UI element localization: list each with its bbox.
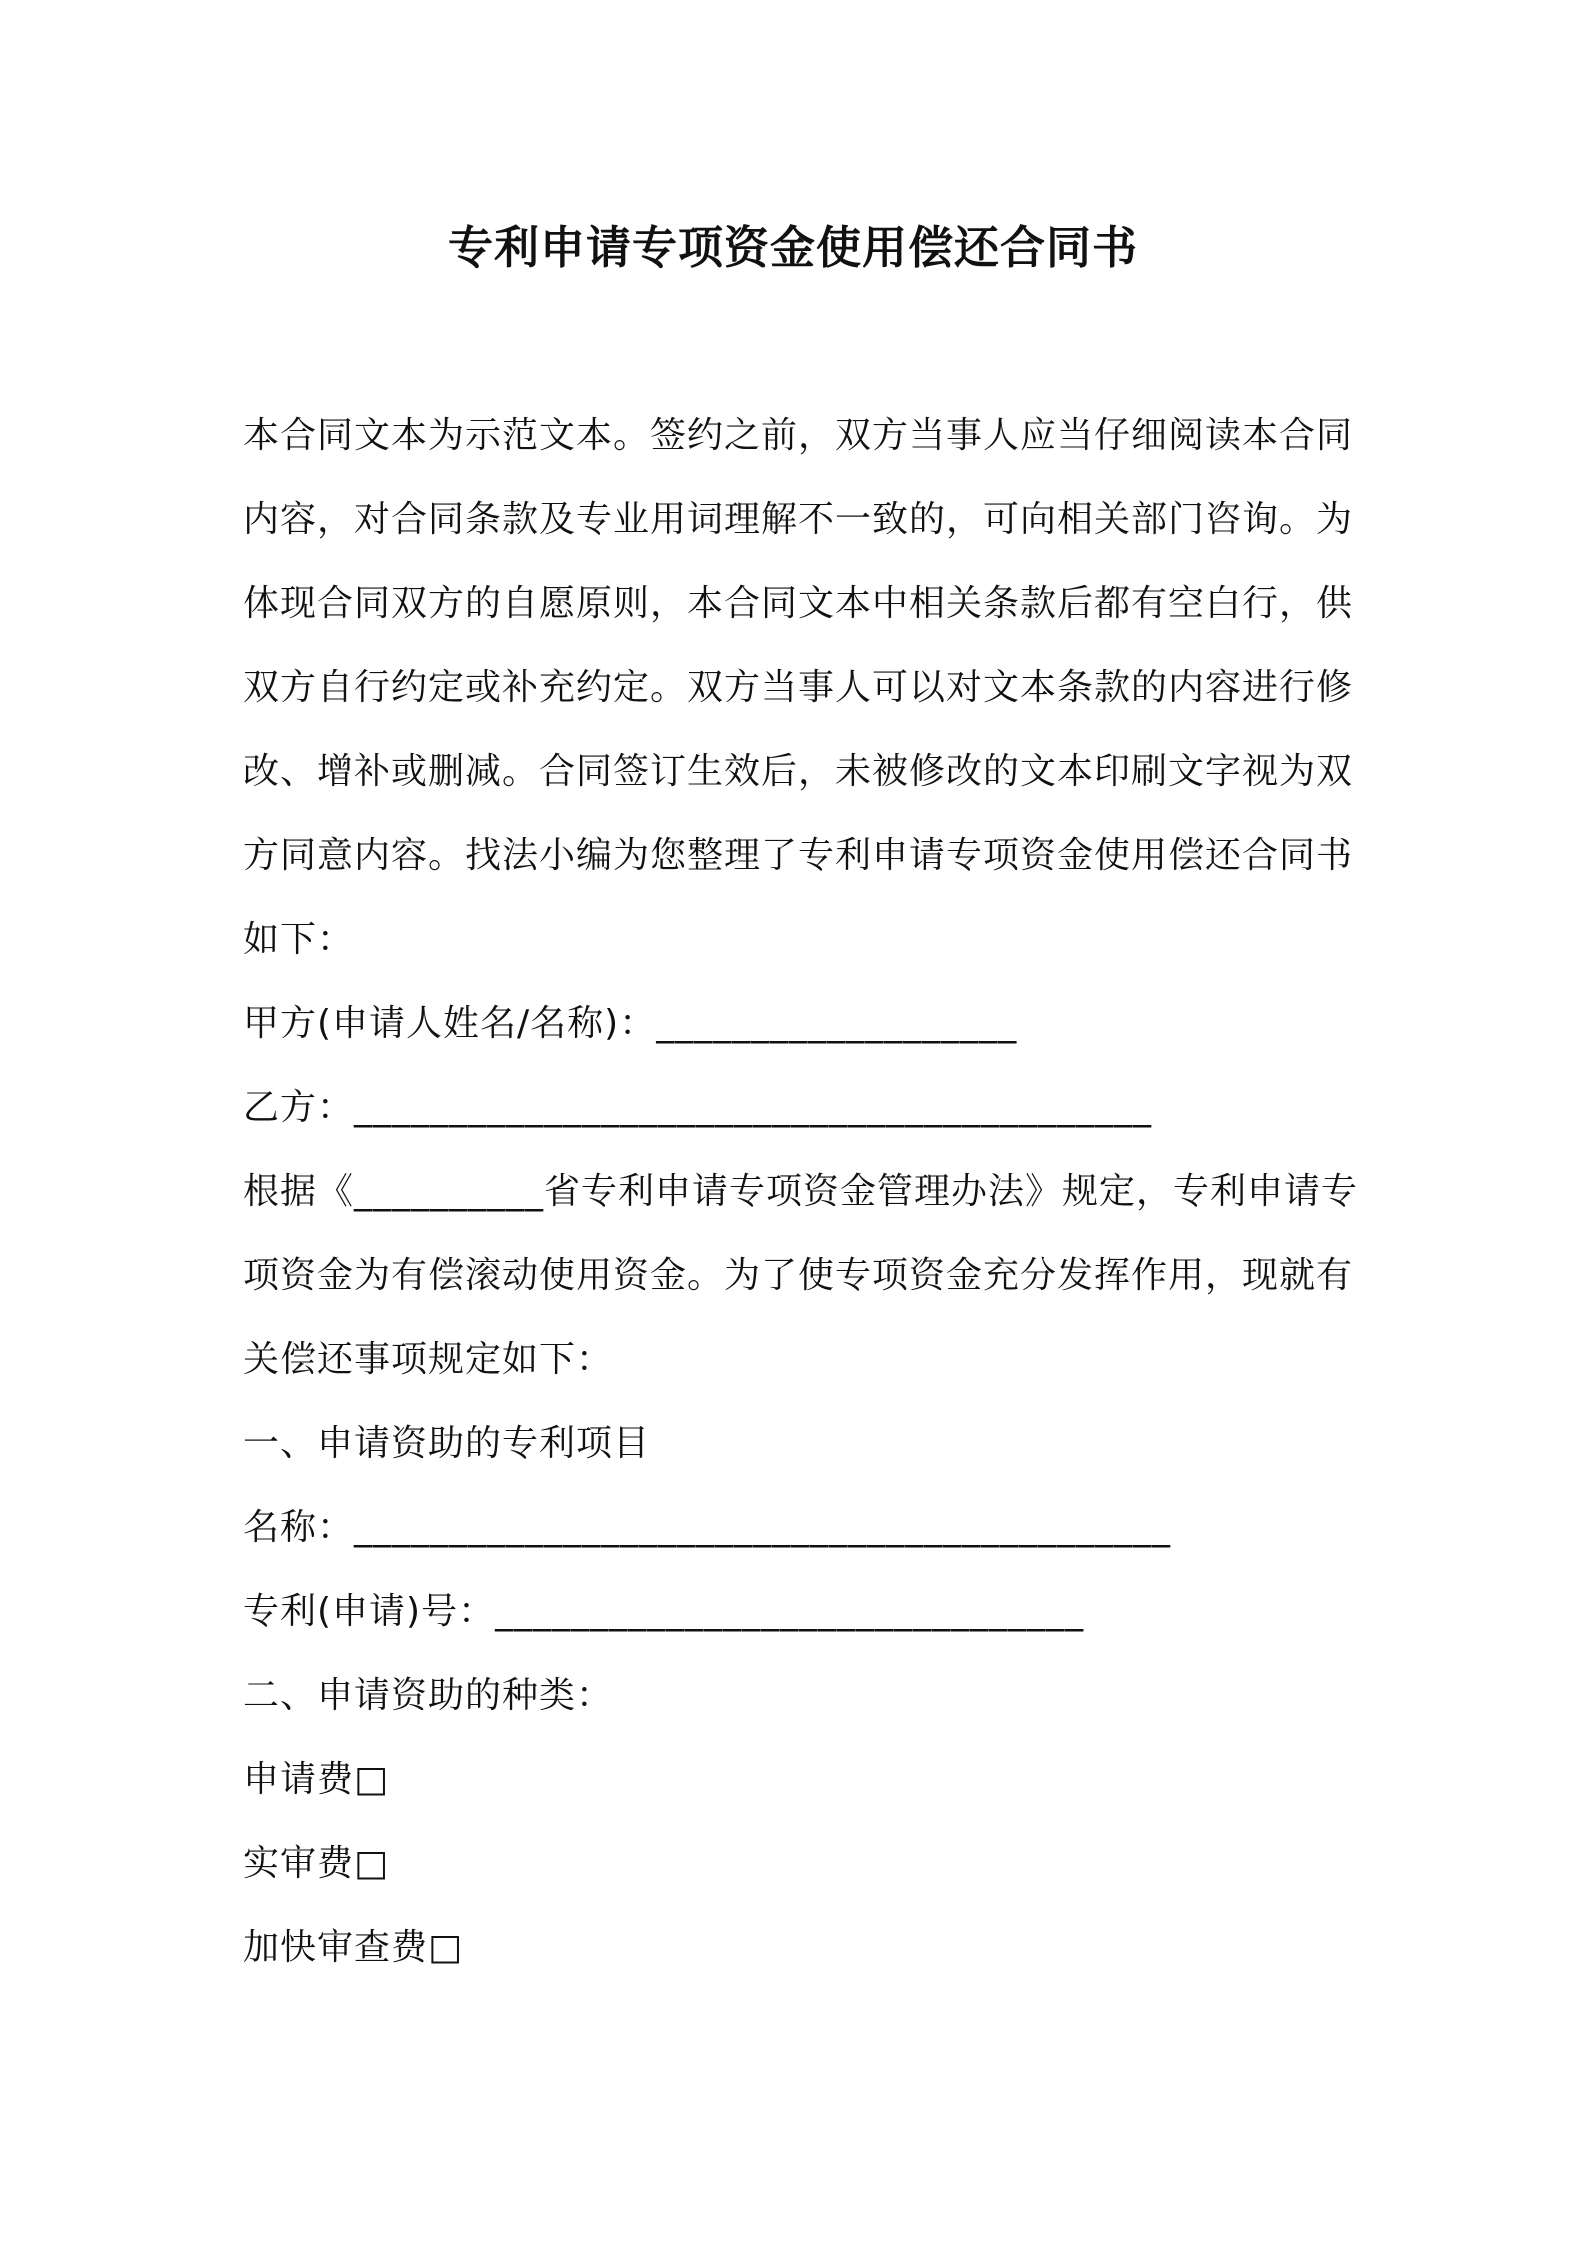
basis-line-2: 项资金为有偿滚动使用资金。为了使专项资金充分发挥作用，现就有 (243, 1255, 1354, 1296)
project-name-field: 名称：___________________________________________ (243, 1507, 1172, 1548)
preamble-line-1: 本合同文本为示范文本。签约之前，双方当事人应当仔细阅读本合同 (243, 415, 1354, 456)
basis-line-3: 关偿还事项规定如下： (243, 1339, 614, 1380)
section-1-heading: 一、申请资助的专利项目 (243, 1423, 651, 1464)
preamble-line-4: 双方自行约定或补充约定。双方当事人可以对文本条款的内容进行修 (243, 667, 1354, 708)
preamble-line-7: 如下： (243, 919, 355, 960)
preamble-line-6: 方同意内容。找法小编为您整理了专利申请专项资金使用偿还合同书 (243, 835, 1354, 876)
document-title: 专利申请专项资金使用偿还合同书 (447, 221, 1138, 274)
basis-line-1: 根据《__________省专利申请专项资金管理办法》规定，专利申请专 (243, 1171, 1359, 1212)
fee-option-examination: 实审费□ (243, 1843, 390, 1884)
preamble-line-2: 内容，对合同条款及专业用词理解不一致的，可向相关部门咨询。为 (243, 499, 1354, 540)
party-a-field: 甲方(申请人姓名/名称)：___________________ (243, 1003, 1018, 1044)
fee-option-application: 申请费□ (243, 1759, 390, 1800)
fee-option-expedited: 加快审查费□ (243, 1927, 464, 1968)
preamble-line-5: 改、增补或删减。合同签订生效后，未被修改的文本印刷文字视为双 (243, 751, 1354, 792)
patent-number-field: 专利(申请)号：_______________________________ (243, 1591, 1085, 1632)
section-2-heading: 二、申请资助的种类： (243, 1675, 614, 1716)
preamble-line-3: 体现合同双方的自愿原则，本合同文本中相关条款后都有空白行，供 (243, 583, 1354, 624)
party-b-field: 乙方：__________________________________________ (243, 1087, 1153, 1128)
